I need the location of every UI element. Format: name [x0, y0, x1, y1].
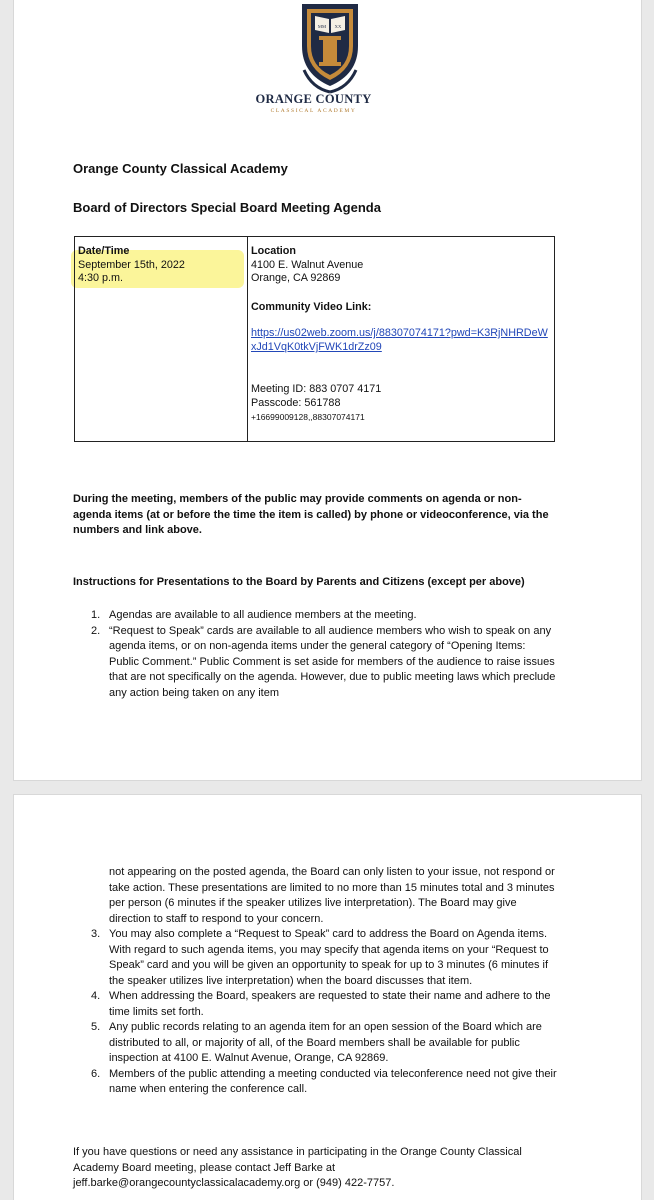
list-item [73, 927, 557, 989]
list-item [73, 1020, 557, 1067]
address-line-2: Orange, CA 92869 [251, 272, 341, 284]
list-item-number: 6. [91, 1067, 101, 1080]
instructions-list-part-2 [73, 865, 557, 1098]
book-numeral-right: XX [334, 24, 342, 29]
list-item-number: 3. [91, 928, 101, 940]
meeting-id: Meeting ID: 883 0707 4171 [251, 383, 382, 395]
dial-in-number: +16699009128,,88307074171 [251, 412, 365, 422]
datetime-label: Date/Time [78, 245, 130, 257]
logo-school-name: ORANGE COUNTY [255, 92, 372, 106]
list-item-continuation: not appearing on the posted agenda, the Board can only listen to your issue, not respond or take action. These presentations are limited to no more than 15 minutes total and 3 minutes per person (6 minutes if the speaker utilizes live interpretation). The Board may give direction to staff to respond to your concern. [109, 866, 555, 925]
list-item [73, 1067, 557, 1098]
passcode: Passcode: 561788 [251, 397, 341, 409]
list-item-text: When addressing the Board, speakers are requested to state their name and adhere to the time limits set forth. [109, 990, 551, 1018]
zoom-link[interactable]: https://us02web.zoom.us/j/88307074171?pwd=K3RjNHRDeWxJd1VqK0tkVjFWK1drZz09 [251, 327, 548, 353]
logo-subtitle: CLASSICAL ACADEMY [270, 108, 357, 114]
meeting-time: 4:30 p.m. [78, 272, 124, 284]
list-item-text: Any public records relating to an agenda item for an open session of the Board which are distributed to all, or majority of all, of the Board members shall be available for public inspection at 4100 E. Walnut Avenue, Orange, CA 92869. [109, 1021, 542, 1064]
school-name-heading: Orange County Classical Academy [73, 161, 288, 176]
list-item [73, 624, 557, 702]
instructions-heading: Instructions for Presentations to the Board by Parents and Citizens (except per above) [73, 576, 525, 588]
video-link-label: Community Video Link: [251, 301, 372, 313]
list-item-number: 5. [91, 1021, 101, 1033]
list-item-text: Agendas are available to all audience members at the meeting. [109, 609, 417, 621]
list-item-number: 4. [91, 990, 101, 1002]
book-numeral-left: MM [317, 24, 327, 29]
address-line-1: 4100 E. Walnut Avenue [251, 258, 364, 271]
meeting-date: September 15th, 2022 [78, 258, 185, 271]
location-label: Location [251, 245, 296, 257]
list-item-number: 1. [91, 609, 101, 621]
list-item-text: You may also complete a “Request to Speak” card to address the Board on Agenda items. With regard to such agenda items, you may specify that agenda items on your “Request to Speak” card and you will be given an opportunity to speak for up to 3 minutes (6 minutes if the speaker utilizes live interpretation) when the board discusses that item. [109, 928, 549, 987]
list-item-text: Members of the public attending a meeting conducted via teleconference need not give their name when entering the conference call. [109, 1067, 557, 1095]
instructions-list-part-1 [73, 608, 557, 701]
datetime-cell [78, 245, 185, 286]
meeting-credentials [251, 382, 381, 424]
list-item-number: 2. [91, 624, 101, 637]
list-item [73, 608, 557, 624]
list-item [73, 989, 557, 1020]
table-column-divider [247, 237, 248, 441]
contact-paragraph: If you have questions or need any assistance in participating in the Orange County Classical Academy Board meeting, please contact Jeff Barke at jeff.barke@orangecountyclassicalacademy.org or (949) 422-7757. [73, 1146, 522, 1189]
location-cell [251, 245, 363, 286]
list-item-text: “Request to Speak” cards are available to all audience members who wish to speak on any agenda items, or on non-agenda items under the general category of “Opening Items: Public Comment.” Public Comment is set aside for members of the audience to raise issues that are not specifically on the agenda. However, due to public meeting laws which preclude any action being taken on any item [109, 624, 556, 699]
public-comment-note: During the meeting, members of the public may provide comments on agenda or non-agenda items (at or before the time the item is called) by phone or videoconference, via the numbers and link above. [73, 493, 549, 536]
agenda-title: Board of Directors Special Board Meeting Agenda [73, 200, 381, 215]
